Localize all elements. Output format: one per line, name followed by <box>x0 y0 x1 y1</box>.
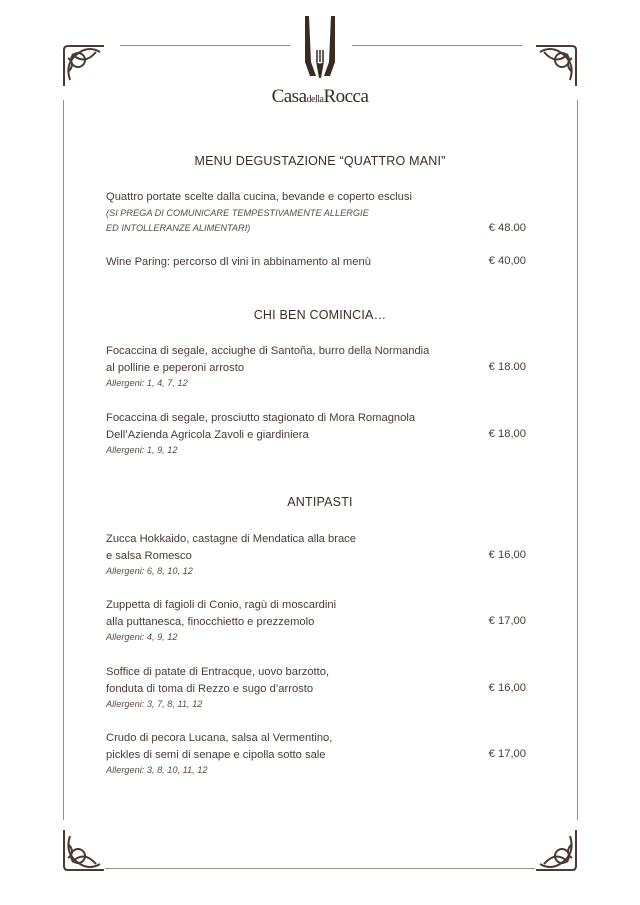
item-allergens: Allergeni: 3, 7, 8, 11, 12 <box>106 699 203 709</box>
logo-text-left: Casa <box>271 86 307 107</box>
menu-item <box>106 189 526 236</box>
item-line: al polline e peperoni arrosto <box>106 361 245 374</box>
frame-bottom-line <box>105 868 535 869</box>
item-note: (SI PREGA DI COMUNICARE TEMPESTIVAMENTE ALLERGIE <box>106 207 369 218</box>
item-price: € 48.00 <box>488 222 526 234</box>
frame-right-line <box>577 100 578 820</box>
item-price: € 16,00 <box>488 549 526 561</box>
item-line: pickles di semi di senape e cipolla sotto sale <box>106 748 326 761</box>
menu-item <box>106 410 526 458</box>
item-price: € 17,00 <box>488 615 526 627</box>
item-allergens: Allergeni: 6, 8, 10, 12 <box>106 566 193 576</box>
logo-text-mid: della <box>306 94 324 105</box>
celtic-knot-corner-icon <box>532 826 580 874</box>
item-price: € 40,00 <box>488 255 526 267</box>
menu-item <box>106 597 526 645</box>
item-price: € 18,00 <box>488 428 526 440</box>
section-title-chi-ben-comincia: CHI BEN COMINCIA… <box>253 308 387 322</box>
section-title-degustazione: MENU DEGUSTAZIONE “QUATTRO MANI” <box>194 154 446 168</box>
item-line: Zucca Hokkaido, castagne di Mendatica alla brace <box>106 533 356 545</box>
restaurant-logo <box>230 14 410 106</box>
menu-item <box>106 664 526 712</box>
item-allergens: Allergeni: 1, 9, 12 <box>106 445 178 455</box>
item-line: Soffice di patate di Entracque, uovo barzotto, <box>106 666 330 678</box>
item-line: fonduta di toma di Rezzo e sugo d’arrosto <box>106 682 314 695</box>
menu-item <box>106 531 526 579</box>
celtic-knot-corner-icon <box>60 826 108 874</box>
item-line: e salsa Romesco <box>106 549 192 562</box>
celtic-knot-corner-icon <box>532 42 580 90</box>
fork-logo-icon <box>300 14 340 80</box>
item-line: Wine Paring: percorso dl vini in abbinamento al menù <box>106 256 371 268</box>
item-line: Focaccina di segale, prosciutto stagionato di Mora Romagnola <box>106 412 416 424</box>
menu-item <box>106 254 526 271</box>
item-line: alla puttanesca, finocchietto e prezzemolo <box>106 615 315 628</box>
item-price: € 16,00 <box>488 682 526 694</box>
celtic-knot-corner-icon <box>60 42 108 90</box>
item-line: Zuppetta di fagioli di Conio, ragù di moscardini <box>106 599 337 611</box>
item-allergens: Allergeni: 3, 8, 10, 11, 12 <box>106 765 208 775</box>
logo-wordmark <box>230 86 410 108</box>
item-allergens: Allergeni: 1, 4, 7, 12 <box>106 378 188 388</box>
item-line: Quattro portate scelte dalla cucina, bevande e coperto esclusi <box>106 191 412 203</box>
menu-item <box>106 730 526 778</box>
item-note: ED INTOLLERANZE ALIMENTARI) <box>106 222 251 233</box>
item-line: Dell’Azienda Agricola Zavoli e giardiniera <box>106 428 309 441</box>
item-allergens: Allergeni: 4, 9, 12 <box>106 632 178 642</box>
item-price: € 17,00 <box>488 748 526 760</box>
item-line: Focaccina di segale, acciughe di Santoña, burro della Normandia <box>106 345 430 357</box>
menu-item <box>106 343 526 391</box>
item-line: Crudo di pecora Lucana, salsa al Vermentino, <box>106 732 333 744</box>
frame-left-line <box>63 100 64 820</box>
logo-text-right: Rocca <box>323 86 369 107</box>
item-price: € 18.00 <box>488 361 526 373</box>
section-title-antipasti: ANTIPASTI <box>287 495 353 509</box>
